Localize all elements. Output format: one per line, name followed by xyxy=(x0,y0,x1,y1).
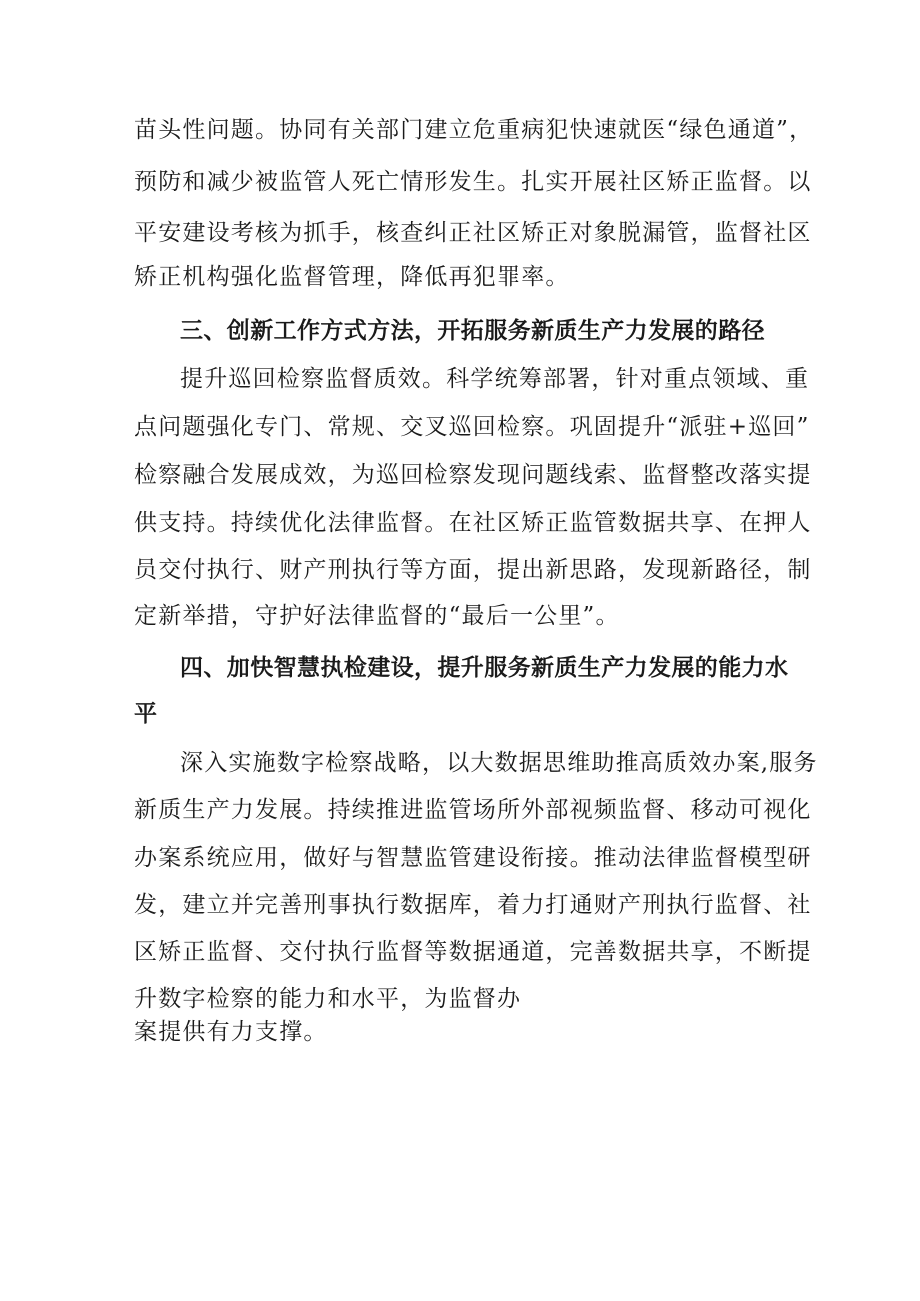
text-line: 新质生产力发展。持续推进监管场所外部视频监督、移动可视化 xyxy=(134,797,812,823)
text-line: 区矫正监督、交付执行监督等数据通道，完善数据共享，不断提 xyxy=(134,939,812,965)
text-line: 供支持。持续优化法律监督。在社区矫正监管数据共享、在押人 xyxy=(134,510,812,536)
text-line: 员交付执行、财产刑执行等方面，提出新思路，发现新路径，制 xyxy=(134,557,812,583)
text-line: 苗头性问题。协同有关部门建立危重病犯快速就医“绿色通道”， xyxy=(134,117,814,143)
text-line: 办案系统应用，做好与智慧监管建设衔接。推动法律监督模型研 xyxy=(134,845,812,871)
text-line: 检察融合发展成效，为巡回检察发现问题线索、监督整改落实提 xyxy=(134,462,812,488)
text-line: 矫正机构强化监督管理，降低再犯罪率。 xyxy=(134,264,570,290)
text-line: 发，建立并完善刑事执行数据库，着力打通财产刑执行监督、社 xyxy=(134,892,812,918)
text-line: 案提供有力支撑。 xyxy=(134,1019,328,1045)
text-line: 深入实施数字检察战略，以大数据思维助推高质效办案,服务 xyxy=(180,750,818,776)
text-line: 升数字检察的能力和水平，为监督办 xyxy=(134,986,522,1012)
section-heading: 四、加快智慧执检建设，提升服务新质生产力发展的能力水 xyxy=(180,655,789,681)
section-heading: 三、创新工作方式方法，开拓服务新质生产力发展的路径 xyxy=(180,318,765,344)
section-heading-continuation: 平 xyxy=(134,701,158,727)
text-line: 点问题强化专门、常规、交叉巡回检察。巩固提升“派驻+巡回” xyxy=(134,414,810,440)
text-line: 提升巡回检察监督质效。科学统筹部署，针对重点领域、重 xyxy=(180,366,810,392)
text-line: 平安建设考核为抓手，核查纠正社区矫正对象脱漏管，监督社区 xyxy=(134,220,812,246)
text-line: 预防和减少被监管人死亡情形发生。扎实开展社区矫正监督。以 xyxy=(134,169,812,195)
text-line: 定新举措，守护好法律监督的“最后一公里”。 xyxy=(134,603,620,629)
